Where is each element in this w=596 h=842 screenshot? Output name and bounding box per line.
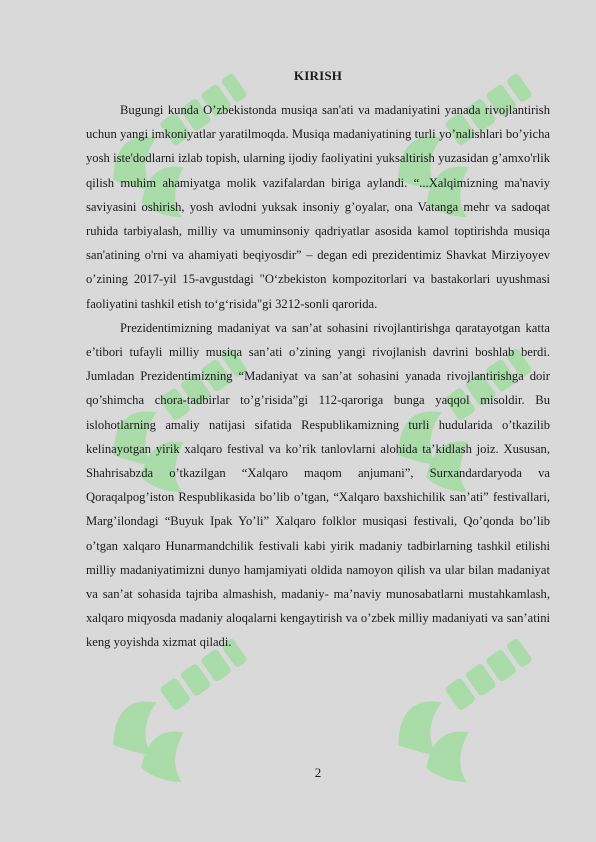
paragraph-2: Prezidentimizning madaniyat va san’at sohasini rivojlantirishga qaratayotgan katta e’tibori tufayli milliy musiqa san’ati o’zining yangi rivojlanish davrini boshlab berdi. Jumladan Prezidentimizning “Madaniyat va san’at sohasini yanada rivojlantirishga doir qo’shimcha chora-tadbirlar to’g’risida”gi 112-qaroriga bunga yaqqol misoldir. Bu islohotlarning amaliy natijasi sifatida Respublikamizning turli hudularida o’tkazilib kelinayotgan yirik xalqaro festival va ko’rik tanlovlarni alohida ta’kidlash joiz. Xususan, Shahrisabzda o’tkazilgan “Xalqaro maqom anjumani”, Surxandardaryoda va Qoraqalpog’iston Respublikasida bo’lib o’tgan, “Xalqaro baxshichilik san’ati” festivallari, Marg’ilondagi “Buyuk Ipak Yo’li” Xalqaro folklor musiqasi festivali, Qo’qonda bo’lib o’tgan xalqaro Hunarmandchilik festivali kabi yirik madaniy tadbirlarning tashkil etilishi milliy madaniyatimizni dunyo hamjamiyati oldida namoyon qilish va ular bilan madaniyat va san’at sohasida tajriba almashish, madaniy- ma’naviy munosabatlarni mustahkamlash, xalqaro miqyosda madaniy aloqalarni kengaytirish va o’zbek milliy madaniyati va san’atini keng yoyishda xizmat qiladi. xyxy=(86,320,550,650)
paragraph-1: Bugungi kunda O’zbekistonda musiqa san'ati va madaniyatini yanada rivojlantirish uchun yangi imkoniyatlar yaratilmoqda. Musiqa madaniyatining turli yo’nalishlari bo’yicha yosh iste'dodlarni izlab topish, ularning ijodiy faoliyatini yuksaltirish yuzasidan g’amxo'rlik qilish muhim ahamiyatga molik vazifalardan biriga aylandi. “...Xalqimizning ma'naviy saviyasini oshirish, yosh avlodni yuksak insoniy g’oyalar, ona Vatanga mehr va sadoqat ruhida tarbiyalash, milliy va umuminsoniy qadriyatlar asosida kamol toptirishda musiqa san'atining o'rni va ahamiyati beqiyosdir” – degan edi prezidentimiz Shavkat Mirziyoyev o’zining 2017-yil 15-avgustdagi "O‘zbekiston kompozitorlari va bastakorlari uyushmasi faoliyatini tashkil etish to‘g‘risida"gi 3212-sonli qarorida. xyxy=(86,103,550,311)
document-body xyxy=(86,68,550,655)
page-number: 2 xyxy=(314,765,322,780)
page-title: KIRISH xyxy=(293,68,343,83)
